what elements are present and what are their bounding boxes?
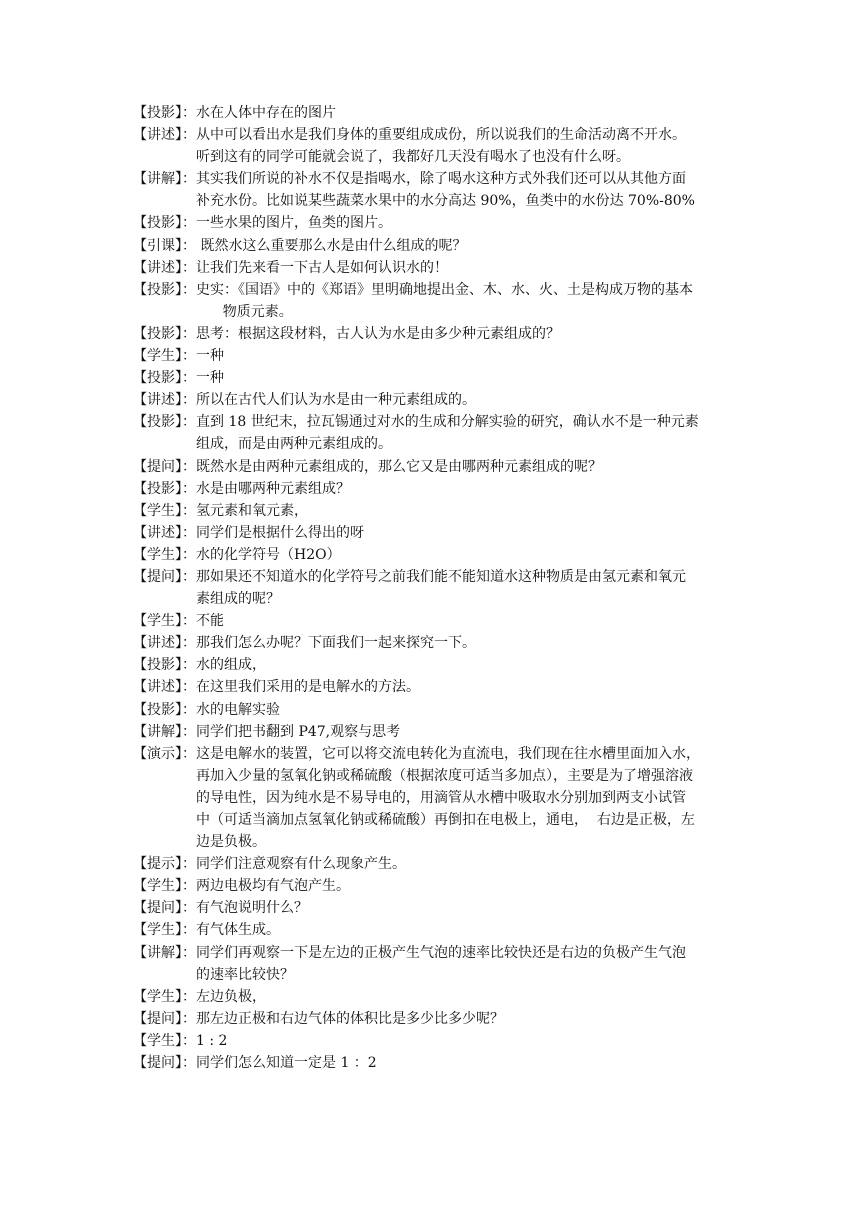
speaker-tag: 【讲述】： [133, 259, 196, 276]
text-line: 所以在古代人们认为水是由一种元素组成的。 [196, 392, 476, 409]
text-line: 的导电性，因为纯水是不易导电的，用滴管从水槽中吸取水分别加到两支小试管 [196, 789, 686, 806]
dialogue-entry [133, 676, 733, 698]
text-line: 1 : 2 [196, 1032, 228, 1049]
text-line: 边是负极。 [196, 834, 266, 851]
entry-text [196, 897, 733, 919]
text-line: 水的电解实验 [196, 701, 280, 718]
entry-text [196, 743, 733, 853]
dialogue-entry [133, 257, 733, 279]
text-line: 两边电极均有气泡产生。 [196, 878, 350, 895]
speaker-tag: 【学生】： [133, 348, 196, 365]
text-line: 同学们怎么知道一定是 1 ：2 [196, 1055, 377, 1072]
entry-text [196, 345, 733, 367]
dialogue-entry [133, 942, 733, 986]
speaker-tag: 【学生】： [133, 988, 196, 1005]
text-line: 不能 [196, 613, 224, 630]
dialogue-entry [133, 235, 733, 257]
speaker-tag: 【提问】： [133, 1055, 196, 1072]
speaker-tag: 【学生】： [133, 1032, 196, 1049]
speaker-tag: 【投影】： [133, 701, 196, 718]
text-line: 水是由哪两种元素组成？ [196, 480, 350, 497]
speaker-tag: 【引课】： [133, 237, 196, 254]
dialogue-entry [133, 544, 733, 566]
speaker-tag: 【提问】： [133, 900, 196, 917]
text-line: 让我们先来看一下古人是如何认识水的！ [196, 259, 448, 276]
text-line: 同学们再观察一下是左边的正极产生气泡的速率比较快还是右边的负极产生气泡 [196, 944, 686, 961]
dialogue-entry [133, 124, 733, 168]
speaker-tag: 【讲述】： [133, 127, 196, 144]
entry-text [196, 676, 733, 698]
dialogue-entry [133, 897, 733, 919]
text-line: 素组成的呢？ [196, 591, 280, 608]
entry-text [196, 411, 733, 455]
entry-text [196, 544, 733, 566]
dialogue-entry [133, 411, 733, 455]
entry-text [196, 566, 733, 610]
entry-text [196, 500, 733, 522]
speaker-tag: 【演示】： [133, 745, 196, 762]
entry-text [196, 1008, 733, 1030]
text-line: 那左边正极和右边气体的体积比是多少比多少呢？ [196, 1010, 504, 1027]
speaker-tag: 【讲述】： [133, 635, 196, 652]
text-line: 这是电解水的装置，它可以将交流电转化为直流电，我们现在往水槽里面加入水， [196, 745, 700, 762]
text-line: 从中可以看出水是我们身体的重要组成成份，所以说我们的生命活动离不开水。 [196, 127, 686, 144]
text-line: 同学们注意观察有什么现象产生。 [196, 856, 406, 873]
speaker-tag: 【学生】： [133, 502, 196, 519]
dialogue-entry [133, 323, 733, 345]
text-line: 在这里我们采用的是电解水的方法。 [196, 679, 420, 696]
text-line: 一种 [196, 370, 224, 387]
entry-text [196, 1030, 733, 1052]
text-line: 有气泡说明什么？ [196, 900, 308, 917]
text-line: 既然水是由两种元素组成的，那么它又是由哪两种元素组成的呢？ [196, 458, 602, 475]
dialogue-entry [133, 632, 733, 654]
speaker-tag: 【提问】： [133, 1010, 196, 1027]
speaker-tag: 【投影】： [133, 325, 196, 342]
dialogue-entry [133, 1052, 733, 1074]
text-line: 再加入少量的氢氧化钠或稀硫酸（根据浓度可适当多加点），主要是为了增强溶液 [196, 767, 693, 784]
text-line: 其实我们所说的补水不仅是指喝水，除了喝水这种方式外我们还可以从其他方面 [196, 171, 686, 188]
entry-text [196, 124, 733, 168]
entry-text [196, 654, 733, 676]
text-line: 一些水果的图片，鱼类的图片。 [196, 215, 392, 232]
entry-text [196, 875, 733, 897]
dialogue-entry [133, 456, 733, 478]
speaker-tag: 【学生】： [133, 922, 196, 939]
entry-text [196, 235, 733, 257]
dialogue-entry [133, 1030, 733, 1052]
text-line: 水在人体中存在的图片 [196, 105, 336, 121]
dialogue-entry [133, 500, 733, 522]
text-line: 一种 [196, 348, 224, 365]
dialogue-entry [133, 853, 733, 875]
text-line: 那如果还不知道水的化学符号之前我们能不能知道水这种物质是由氢元素和氧元 [196, 568, 686, 585]
entry-text [196, 919, 733, 941]
entry-text [196, 456, 733, 478]
entry-text [196, 721, 733, 743]
entry-text [196, 1052, 733, 1074]
dialogue-entry [133, 986, 733, 1008]
text-line: 直到 18 世纪末，拉瓦锡通过对水的生成和分解实验的研究，确认水不是一种元素 [196, 414, 699, 431]
text-line: 同学们把书翻到 P47,观察与思考 [196, 723, 401, 740]
text-line: 水的组成， [196, 657, 266, 674]
text-line: 既然水这么重要那么水是由什么组成的呢？ [196, 237, 467, 254]
dialogue-entry [133, 610, 733, 632]
entry-text [196, 853, 733, 875]
dialogue-entry [133, 699, 733, 721]
dialogue-entry [133, 168, 733, 212]
text-line: 组成，而是由两种元素组成的。 [196, 436, 392, 453]
speaker-tag: 【投影】： [133, 215, 196, 232]
dialogue-entry [133, 875, 733, 897]
dialogue-entry [133, 389, 733, 411]
dialogue-entry [133, 522, 733, 544]
speaker-tag: 【讲述】： [133, 679, 196, 696]
text-line: 补充水份。比如说某些蔬菜水果中的水分高达 90%，鱼类中的水份达 70%-80% [196, 193, 695, 210]
text-line: 同学们是根据什么得出的呀 [196, 524, 364, 541]
entry-text [196, 478, 733, 500]
text-line: 中（可适当滴加点氢氧化钠或稀硫酸）再倒扣在电极上，通电， 右边是正极，左 [196, 812, 695, 828]
entry-text [196, 389, 733, 411]
entry-text [196, 610, 733, 632]
speaker-tag: 【学生】： [133, 878, 196, 895]
dialogue-entry [133, 367, 733, 389]
text-line: 的速率比较快？ [196, 966, 294, 983]
entry-text [196, 212, 733, 234]
dialogue-entry [133, 654, 733, 676]
text-line: 思考：根据这段材料，古人认为水是由多少种元素组成的？ [196, 325, 560, 342]
speaker-tag: 【讲述】： [133, 524, 196, 541]
entry-text [196, 699, 733, 721]
dialogue-entry [133, 566, 733, 610]
speaker-tag: 【讲解】： [133, 944, 196, 961]
speaker-tag: 【提问】： [133, 458, 196, 475]
speaker-tag: 【提问】： [133, 568, 196, 585]
dialogue-entry [133, 1008, 733, 1030]
dialogue-entry [133, 721, 733, 743]
entry-text [196, 257, 733, 279]
entry-text [196, 367, 733, 389]
speaker-tag: 【投影】： [133, 414, 196, 431]
entry-text [196, 102, 733, 124]
dialogue-entry [133, 212, 733, 234]
text-line: 左边负极， [196, 988, 266, 1005]
dialogue-entry [133, 102, 733, 124]
entry-text [196, 942, 733, 986]
dialogue-entry [133, 478, 733, 500]
dialogue-entry [133, 345, 733, 367]
speaker-tag: 【讲解】： [133, 723, 196, 740]
entry-text [196, 986, 733, 1008]
speaker-tag: 【学生】： [133, 546, 196, 563]
dialogue-entry [133, 279, 733, 323]
speaker-tag: 【投影】： [133, 480, 196, 497]
text-line: 物质元素。 [196, 303, 293, 320]
speaker-tag: 【投影】： [133, 370, 196, 387]
text-line: 水的化学符号（H2O） [196, 546, 341, 563]
entry-text [196, 279, 733, 323]
text-line: 听到这有的同学可能就会说了，我都好几天没有喝水了也没有什么呀。 [196, 149, 630, 166]
entry-text [196, 323, 733, 345]
entry-text [196, 522, 733, 544]
speaker-tag: 【投影】： [133, 657, 196, 674]
speaker-tag: 【提示】： [133, 856, 196, 873]
entry-text [196, 168, 733, 212]
dialogue-entry [133, 743, 733, 853]
speaker-tag: 【讲述】： [133, 392, 196, 409]
text-line: 有气体生成。 [196, 922, 280, 939]
text-line: 氢元素和氧元素， [196, 502, 308, 519]
speaker-tag: 【投影】： [133, 281, 196, 298]
dialogue-entry [133, 919, 733, 941]
text-line: 史实：《国语》中的《郑语》里明确地提出金、木、水、火、土是构成万物的基本 [196, 281, 693, 298]
speaker-tag: 【学生】： [133, 613, 196, 630]
lesson-transcript [133, 102, 733, 1074]
entry-text [196, 632, 733, 654]
speaker-tag: 【投影】： [133, 105, 196, 121]
text-line: 那我们怎么办呢？下面我们一起来探究一下。 [196, 635, 476, 652]
speaker-tag: 【讲解】： [133, 171, 196, 188]
